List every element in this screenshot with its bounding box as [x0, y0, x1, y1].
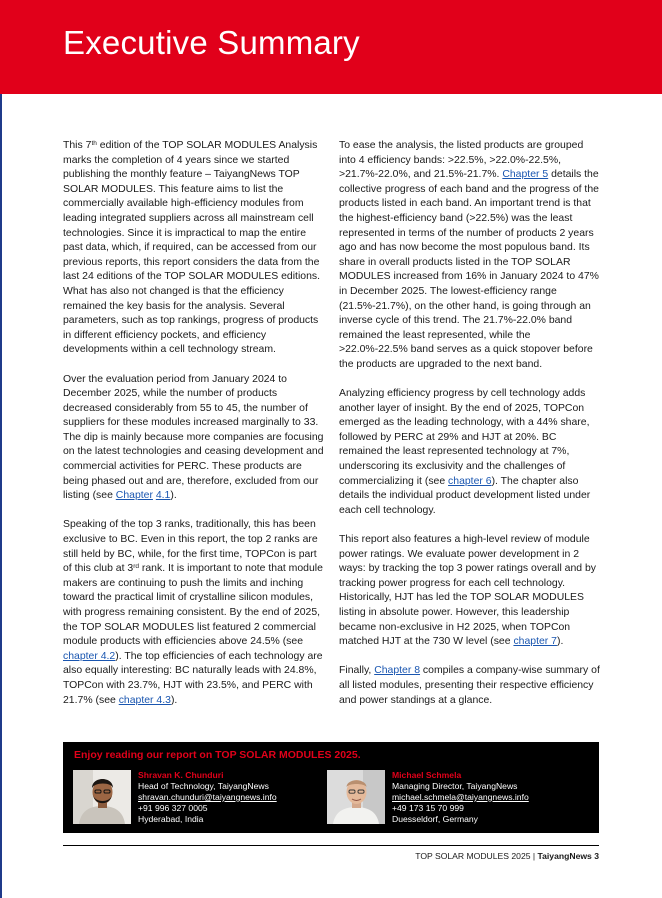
- link-chapter-4-2[interactable]: chapter 4.2: [63, 650, 116, 662]
- page-number: 3: [594, 851, 599, 861]
- link-chapter-4-1-word[interactable]: Chapter: [115, 490, 153, 502]
- contact-email[interactable]: shravan.chunduri@taiyangnews.info: [138, 791, 277, 802]
- contact-city: Hyderabad, India: [138, 813, 204, 824]
- page-footer: TOP SOLAR MODULES 2025 | TaiyangNews 3: [415, 851, 599, 861]
- page-title: Executive Summary: [63, 24, 360, 61]
- paragraph-top-ranks: Speaking of the top 3 ranks, traditionally, this has been exclusive to BC. Even in this report, the top 2 ranks are still held by BC, while, for the first time, TOPCon is part of this club at 3rd rank. It is important to note that module makers are continuing to push the limits and inching toward the practical limit of crystalline silicon modules, with progress remaining consistent. By the end of 2025, the TOP SOLAR MODULES list featured 2 commercial module products with efficiencies above 24.5% (see chapter 4.2). The top efficiencies of each technology are also equally interesting: BC naturally leads with 24.8%, TOPCon with 23.7%, HJT with 23.5%, and PERC with 21.7% (see chapter 4.3).: [63, 519, 323, 706]
- paragraph-evaluation: Over the evaluation period from January 2024 to December 2025, while the number of products decreased considerably from 55 to 45, the number of suppliers for these modules increased marginally to 33. The dip is mainly because more companies are focusing on the latest technologies and ceasing development and commercial activities for PERC. These products are being phased out and are, therefore, excluded from our listing (see Chapter 4.1).: [63, 373, 324, 502]
- contact-name: Shravan K. Chunduri: [138, 770, 224, 780]
- contact-name: Michael Schmela: [392, 770, 462, 780]
- footer-brand: TaiyangNews: [537, 851, 592, 861]
- contact-phone: +91 996 327 0005: [138, 802, 208, 813]
- link-chapter-7[interactable]: chapter 7: [513, 636, 557, 648]
- right-column: [339, 139, 601, 723]
- contact-box-title: Enjoy reading our report on TOP SOLAR MODULES 2025.: [74, 749, 361, 761]
- paragraph-intro: This 7th edition of the TOP SOLAR MODULES Analysis marks the completion of 4 years since we started publishing the monthly feature – TaiyangNews TOP SOLAR MODULES. This feature aims to list the commercially available high-efficiency modules from leading integrated suppliers across all mainstream cell technologies. Since it is impractical to map the entire past data, which, if required, can be accessed from our previous reports, this report considers the data from the last 24 editions of the TOP SOLAR MODULES editions. What has also not changed is that the efficiency remained the key basis for the analysis. Several parameters, such as top rankings, progress of products in different efficiency pockets, and efficiency developments within a cell technology stream.: [63, 140, 321, 356]
- contact-card-shravan: [73, 770, 333, 828]
- left-column: [63, 139, 325, 723]
- paragraph-power-ratings: This report also features a high-level review of module power ratings. We evaluate power development in 2 ways: by tracking the top 3 power ratings overall and by tracking power progress for each cell technology. Historically, HJT has led the TOP SOLAR MODULES listing in absolute power. However, this leadership became non-exclusive in H2 2025, when TOPCon matched HJT at the 730 W level (see chapter 7).: [339, 534, 597, 648]
- paragraph-efficiency-bands: To ease the analysis, the listed products are grouped into 4 efficiency bands: >22.5%, >22.0%-22.5%, >21.7%-22.0%, and 21.5%-21.7%. Chapter 5 details the collective progress of each band and the progress of the products listed in each band. An important trend is that the highest-efficiency band (>22.5%) was the least represented in terms of the number of products 2 years ago and has now become the most populous band. Its share in overall products listed in the TOP SOLAR MODULES increased from 16% in January 2024 to 47% in December 2025. The lowest-efficiency range (21.5%-21.7%), on the other hand, is going through an inverse cycle of this trend. The 21.7%-22.0% band remained the least represented, while the >22.0%-22.5% band serves as a quick stopover before the products are upgraded to the next band.: [339, 140, 599, 370]
- contact-city: Duesseldorf, Germany: [392, 813, 478, 824]
- title-banner: [0, 0, 662, 94]
- avatar-photo: [327, 770, 385, 824]
- link-chapter-8[interactable]: Chapter 8: [374, 665, 421, 677]
- contact-role: Head of Technology, TaiyangNews: [138, 780, 269, 791]
- contact-box: [63, 742, 599, 833]
- left-edge-rule-blue: [0, 90, 2, 898]
- contact-phone: +49 173 15 70 999: [392, 802, 464, 813]
- contact-email[interactable]: michael.schmela@taiyangnews.info: [392, 791, 529, 802]
- footer-report-name: TOP SOLAR MODULES 2025: [415, 851, 531, 861]
- link-chapter-6[interactable]: chapter 6: [448, 475, 492, 487]
- link-chapter-4-3[interactable]: chapter 4.3: [118, 694, 171, 706]
- avatar-photo: [73, 770, 131, 824]
- paragraph-cell-technology: Analyzing efficiency progress by cell technology adds another layer of insight. By the end of 2025, TOPCon emerged as the leading technology, with a 44% share, followed by PERC at 29% and HJT at 20%. BC remained the least represented technology at 7%, underscoring its exclusivity and the challenges of commercializing it (see chapter 6). The chapter also details the individual product development listed under each cell technology.: [339, 388, 591, 516]
- footer-rule: [63, 845, 599, 846]
- link-chapter-4-1-number[interactable]: 4.1: [155, 490, 171, 502]
- contact-role: Managing Director, TaiyangNews: [392, 780, 518, 791]
- paragraph-company-summary: Finally, Chapter 8 compiles a company-wise summary of all listed modules, presenting their respective efficiency and power standings at a glance.: [339, 665, 600, 706]
- contact-card-michael: [327, 770, 587, 828]
- link-chapter-5[interactable]: Chapter 5: [502, 169, 549, 181]
